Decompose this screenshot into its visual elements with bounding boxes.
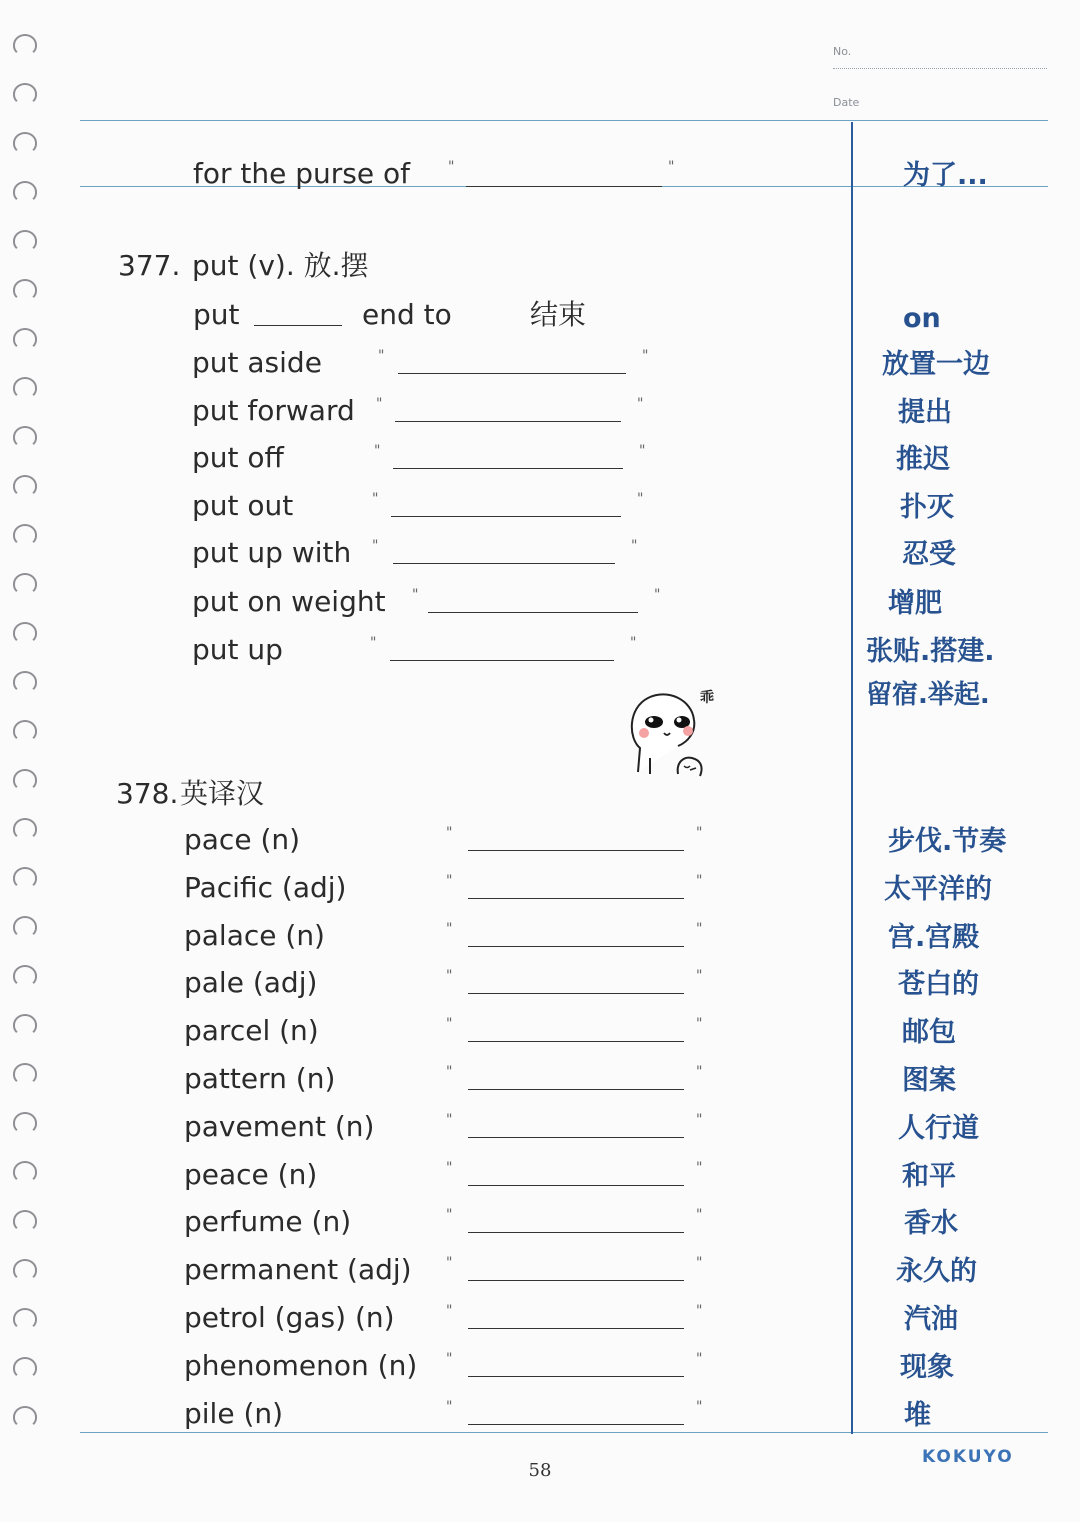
binder-ring [13, 622, 37, 644]
close-quote: " [639, 443, 646, 459]
word-text: phenomenon (n) [184, 1349, 418, 1382]
binder-ring [13, 181, 37, 203]
doodle-caption: 乖 [700, 690, 714, 706]
open-quote: " [378, 348, 385, 364]
close-quote: " [696, 1064, 703, 1080]
answer-blank [393, 468, 623, 469]
close-quote: " [696, 1112, 703, 1128]
binder-ring [13, 1406, 37, 1428]
close-quote: " [631, 538, 638, 554]
binder-ring [13, 1161, 37, 1183]
word-text: palace (n) [184, 919, 325, 952]
answer-blank [468, 946, 684, 947]
answer-blank [398, 373, 626, 374]
close-quote: " [668, 159, 675, 175]
answer-blank [468, 1089, 684, 1090]
answer-blank [428, 612, 638, 613]
binder-ring [13, 328, 37, 350]
no-label: No. [833, 45, 852, 58]
word-text: pile (n) [184, 1397, 284, 1430]
open-quote: " [446, 1112, 453, 1128]
phrase-answer: 张贴.搭建. [866, 636, 995, 667]
binder-ring [13, 475, 37, 497]
word-answer: 太平洋的 [884, 874, 992, 905]
word-text: pale (adj) [184, 966, 318, 999]
phrase-answer: 放置一边 [882, 349, 990, 380]
open-quote: " [448, 159, 455, 175]
phrase-text: put up [192, 633, 283, 666]
phrase-text: put forward [192, 394, 355, 427]
binder-ring [13, 132, 37, 154]
close-quote: " [696, 1399, 703, 1415]
answer-blank [468, 993, 684, 994]
intro-answer: 为了... [903, 160, 988, 191]
bottom-rule [80, 1432, 1048, 1433]
phrase-answer: 推迟 [896, 444, 950, 475]
binder-ring [13, 279, 37, 301]
word-text: petrol (gas) (n) [184, 1301, 395, 1334]
section-378-title: 英译汉 [180, 777, 265, 810]
word-text: pavement (n) [184, 1110, 375, 1143]
open-quote: " [446, 1255, 453, 1271]
phrase-text: put out [192, 489, 294, 522]
open-quote: " [374, 443, 381, 459]
open-quote: " [446, 968, 453, 984]
word-answer: 步伐.节奏 [888, 826, 1007, 857]
binder-ring [13, 965, 37, 987]
open-quote: " [446, 1160, 453, 1176]
answer-blank [390, 660, 614, 661]
page-number: 58 [528, 1460, 552, 1481]
phrase-answer: 提出 [898, 397, 952, 428]
binder-ring [13, 34, 37, 56]
close-quote: " [630, 635, 637, 651]
phrase-answer: 忍受 [902, 539, 956, 570]
answer-blank [468, 1232, 684, 1233]
binder-ring [13, 230, 37, 252]
word-answer: 图案 [902, 1065, 956, 1096]
word-answer: 现象 [900, 1352, 954, 1383]
open-quote: " [446, 921, 453, 937]
binder-ring [13, 426, 37, 448]
open-quote: " [412, 587, 419, 603]
answer-blank [468, 1137, 684, 1138]
word-answer: 永久的 [896, 1256, 977, 1287]
put-up-extra-answer: 留宿.举起. [866, 680, 990, 710]
answer-blank [468, 1424, 684, 1425]
date-label: Date [833, 96, 860, 109]
phrase-text: put aside [192, 346, 322, 379]
close-quote: " [642, 348, 649, 364]
section-378-number: 378. [116, 777, 179, 810]
answer-blank [468, 898, 684, 899]
answer-blank [468, 1041, 684, 1042]
word-answer: 宫.宫殿 [888, 922, 980, 953]
close-quote: " [696, 1303, 703, 1319]
open-quote: " [370, 635, 377, 651]
word-text: pace (n) [184, 823, 301, 856]
close-quote: " [696, 968, 703, 984]
answer-blank [395, 421, 621, 422]
close-quote: " [637, 491, 644, 507]
binder-ring [13, 916, 37, 938]
word-text: Pacific (adj) [184, 871, 347, 904]
word-answer: 堆 [904, 1400, 931, 1431]
open-quote: " [446, 1016, 453, 1032]
close-quote: " [696, 825, 703, 841]
put-end-after: end to [362, 298, 452, 331]
word-answer: 苍白的 [898, 969, 979, 1000]
phrase-answer: 扑灭 [900, 492, 954, 523]
binder-ring [13, 1259, 37, 1281]
open-quote: " [376, 396, 383, 412]
close-quote: " [696, 1255, 703, 1271]
binder-ring [13, 720, 37, 742]
binder-ring [13, 1210, 37, 1232]
section-377-number: 377. [118, 249, 181, 282]
word-text: parcel (n) [184, 1014, 319, 1047]
binder-ring [13, 671, 37, 693]
answer-blank [468, 850, 684, 851]
open-quote: " [446, 825, 453, 841]
put-end-answer: on [903, 303, 941, 334]
binder-ring [13, 769, 37, 791]
binder-ring [13, 1112, 37, 1134]
binder-ring [13, 1357, 37, 1379]
close-quote: " [696, 1207, 703, 1223]
close-quote: " [696, 873, 703, 889]
no-dotted-line [833, 68, 1047, 69]
phrase-text: put up with [192, 536, 352, 569]
phrase-answer: 增肥 [888, 588, 942, 619]
put-end-before: put [193, 298, 240, 331]
answer-blank [468, 1328, 684, 1329]
open-quote: " [446, 1064, 453, 1080]
open-quote: " [446, 873, 453, 889]
binder-ring [13, 83, 37, 105]
word-answer: 和平 [902, 1161, 956, 1192]
open-quote: " [446, 1399, 453, 1415]
open-quote: " [372, 538, 379, 554]
word-text: peace (n) [184, 1158, 318, 1191]
word-text: permanent (adj) [184, 1253, 412, 1286]
phrase-text: put off [192, 441, 284, 474]
top-rule [80, 120, 1048, 121]
word-answer: 人行道 [898, 1113, 979, 1144]
answer-blank [393, 563, 615, 564]
word-text: pattern (n) [184, 1062, 336, 1095]
answer-blank [254, 325, 342, 326]
close-quote: " [696, 921, 703, 937]
answer-column-divider [851, 122, 853, 1434]
close-quote: " [637, 396, 644, 412]
put-end-gloss: 结束 [530, 298, 587, 331]
word-answer: 邮包 [902, 1017, 956, 1048]
open-quote: " [446, 1351, 453, 1367]
close-quote: " [654, 587, 661, 603]
intro-phrase: for the purse of [193, 157, 410, 190]
cartoon-doodle-icon [626, 686, 726, 782]
binder-ring [13, 1063, 37, 1085]
answer-blank [468, 1280, 684, 1281]
close-quote: " [696, 1016, 703, 1032]
binder-ring [13, 1308, 37, 1330]
binder-ring [13, 1014, 37, 1036]
binder-ring [13, 524, 37, 546]
answer-blank [468, 1185, 684, 1186]
answer-blank [468, 1376, 684, 1377]
answer-blank [466, 186, 662, 187]
binder-ring [13, 573, 37, 595]
word-answer: 汽油 [904, 1304, 958, 1335]
open-quote: " [446, 1303, 453, 1319]
phrase-text: put on weight [192, 585, 386, 618]
binder-ring [13, 377, 37, 399]
answer-blank [391, 516, 621, 517]
section-377-headword: put (v). 放.摆 [192, 249, 369, 282]
brand-logo: KOKUYO [922, 1447, 1014, 1467]
word-answer: 香水 [904, 1208, 958, 1239]
binder-ring [13, 818, 37, 840]
close-quote: " [696, 1160, 703, 1176]
open-quote: " [446, 1207, 453, 1223]
binder-ring [13, 867, 37, 889]
word-text: perfume (n) [184, 1205, 352, 1238]
open-quote: " [372, 491, 379, 507]
close-quote: " [696, 1351, 703, 1367]
